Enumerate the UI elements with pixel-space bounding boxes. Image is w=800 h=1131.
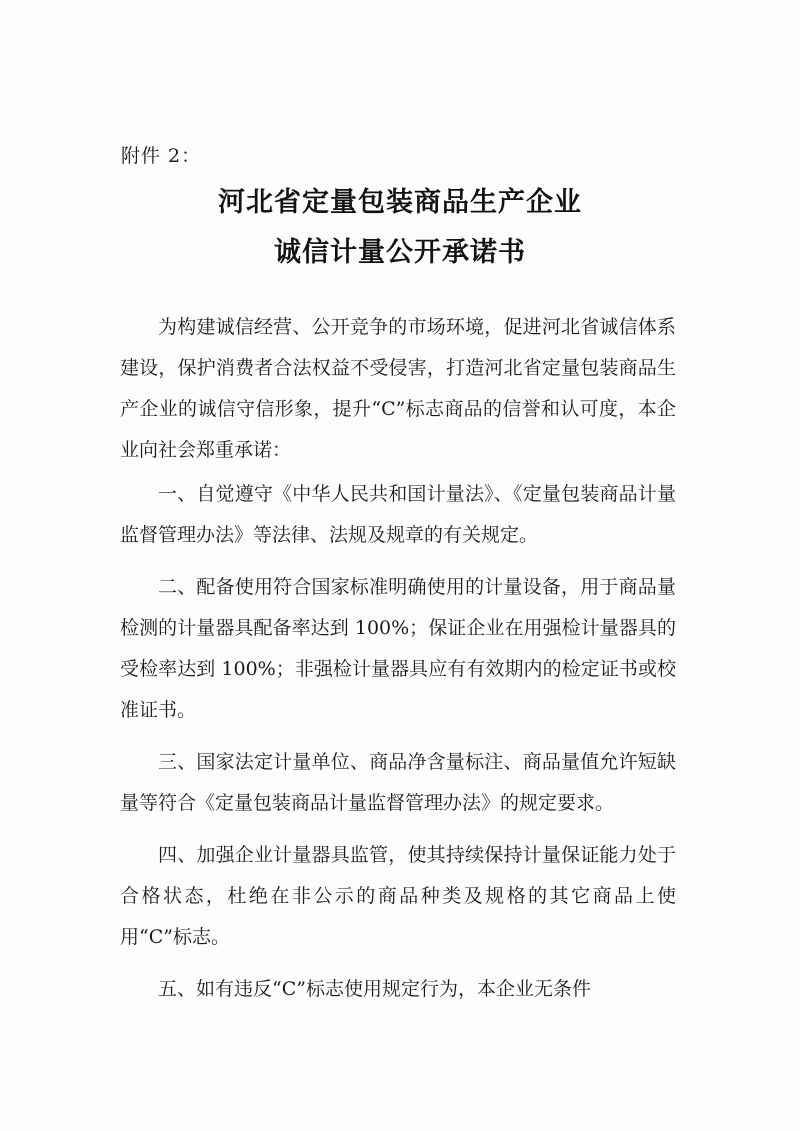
commitment-paragraph-2: 二、配备使用符合国家标准明确使用的计量设备，用于商品量检测的计量器具配备率达到 100%；保证企业在用强检计量器具的受检率达到 100%；非强检计量器具应有有效期内的检定证书或校准证书。 — [120, 576, 676, 721]
commitment-paragraph-4: 四、加强企业计量器具监管，使其持续保持计量保证能力处于合格状态，杜绝在非公示的商品种类及规格的其它商品上使用“C”标志。 — [120, 844, 676, 948]
document-body — [120, 307, 676, 1021]
title-line-1: 河北省定量包装商品生产企业 — [218, 187, 582, 218]
document-title — [0, 178, 800, 278]
intro-paragraph: 为构建诚信经营、公开竞争的市场环境，促进河北省诚信体系建设，保护消费者合法权益不受侵害，打造河北省定量包装商品生产企业的诚信守信形象，提升“C”标志商品的信誉和认可度，本企业向社会郑重承诺： — [120, 316, 676, 461]
commitment-paragraph-1: 一、自觉遵守《中华人民共和国计量法》、《定量包装商品计量监督管理办法》等法律、法规及规章的有关规定。 — [120, 483, 676, 546]
attachment-label: 附件 2： — [121, 145, 202, 167]
commitment-paragraph-5: 五、如有违反“C”标志使用规定行为，本企业无条件 — [158, 978, 591, 1000]
title-line-2: 诚信计量公开承诺书 — [274, 237, 526, 268]
commitment-paragraph-3: 三、国家法定计量单位、商品净含量标注、商品量值允许短缺量等符合《定量包装商品计量监督管理办法》的规定要求。 — [120, 751, 676, 814]
